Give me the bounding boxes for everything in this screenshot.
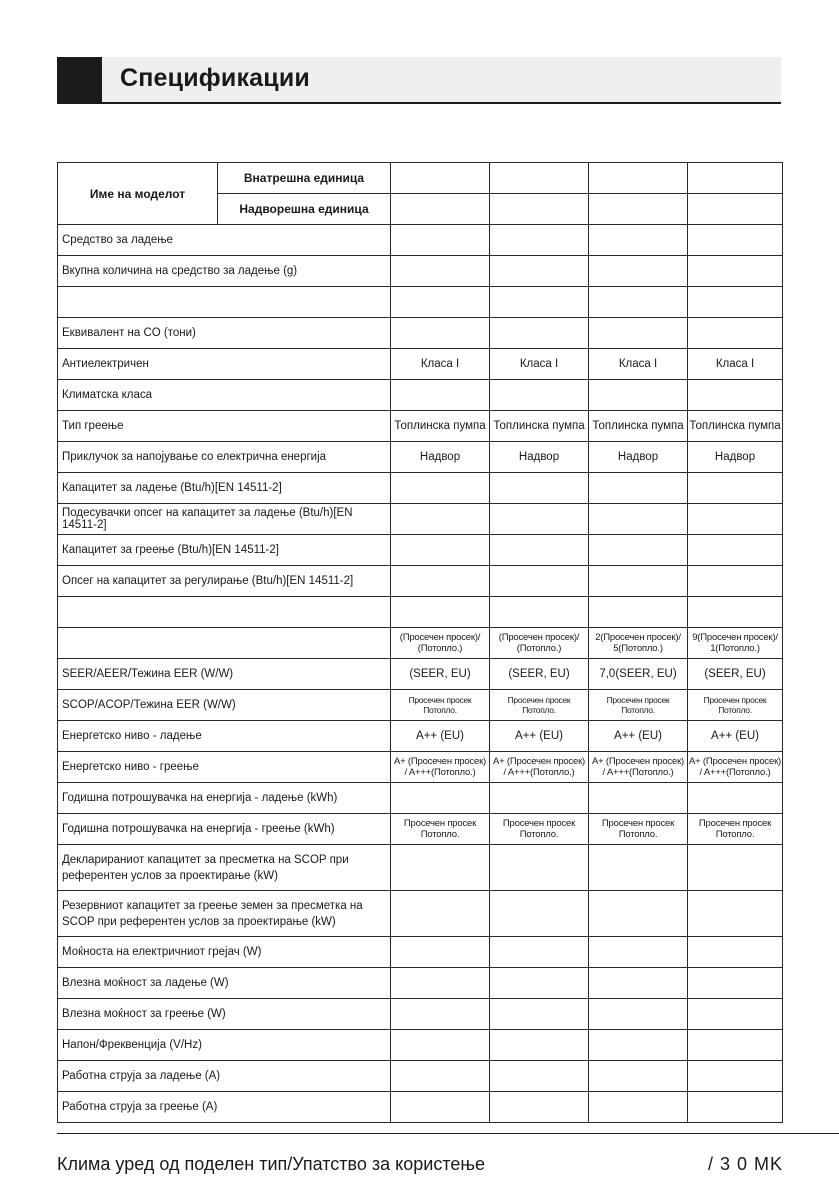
spec-value — [688, 535, 783, 566]
spec-value — [490, 1092, 589, 1123]
spec-value — [391, 1030, 490, 1061]
spec-value: A++ (EU) — [490, 721, 589, 752]
spec-value — [391, 1092, 490, 1123]
spec-label — [58, 628, 391, 659]
spec-value: Надвор — [589, 442, 688, 473]
spec-value — [688, 783, 783, 814]
spec-label — [58, 287, 391, 318]
outdoor-unit-header: Надворешна единица — [218, 194, 391, 225]
spec-value — [490, 504, 589, 535]
spec-value: Просечен просек Потопло. — [391, 814, 490, 845]
spec-value — [589, 1061, 688, 1092]
spec-value: A+ (Просечен просек) / A+++(Потопло.) — [490, 752, 589, 783]
spec-label: Годишна потрошувачка на енергија - ладење (kWh) — [58, 783, 391, 814]
spec-value — [490, 1030, 589, 1061]
spec-value: (Просечен просек)/ (Потопло.) — [391, 628, 490, 659]
spec-value — [490, 256, 589, 287]
spec-value — [589, 937, 688, 968]
table-row — [58, 287, 783, 318]
spec-value — [688, 287, 783, 318]
spec-value — [490, 845, 589, 891]
table-row — [58, 628, 783, 659]
spec-label: Подесувачки опсег на капацитет за ладење (Btu/h)[EN 14511-2] — [58, 504, 391, 535]
spec-value: (Просечен просек)/ (Потопло.) — [490, 628, 589, 659]
spec-value — [391, 937, 490, 968]
table-header-row-indoor — [58, 163, 783, 194]
spec-value — [391, 380, 490, 411]
table-row — [58, 380, 783, 411]
spec-value: Просечен просек Потопло. — [688, 690, 783, 721]
footer-divider — [57, 1133, 839, 1134]
spec-value — [589, 597, 688, 628]
indoor-model-cell — [391, 163, 490, 194]
table-row — [58, 535, 783, 566]
footer-manual-title: Клима уред од поделен тип/Упатство за користење — [57, 1154, 486, 1174]
spec-value — [589, 225, 688, 256]
spec-value: (SEER, EU) — [490, 659, 589, 690]
spec-value: Просечен просек Потопло. — [589, 690, 688, 721]
spec-value — [391, 504, 490, 535]
spec-value: Просечен просек Потопло. — [391, 690, 490, 721]
spec-value — [490, 597, 589, 628]
page-header — [57, 57, 781, 104]
spec-label: Климатска класа — [58, 380, 391, 411]
spec-value — [589, 1092, 688, 1123]
spec-value — [490, 783, 589, 814]
spec-label: Антиелектричен — [58, 349, 391, 380]
spec-value — [589, 318, 688, 349]
spec-value — [589, 287, 688, 318]
table-row — [58, 1061, 783, 1092]
spec-value: (SEER, EU) — [688, 659, 783, 690]
spec-value: Топлинска пумпа — [391, 411, 490, 442]
table-row — [58, 1030, 783, 1061]
spec-value: (SEER, EU) — [391, 659, 490, 690]
spec-value — [490, 318, 589, 349]
spec-value — [391, 891, 490, 937]
spec-label: Енергетско ниво - греење — [58, 752, 391, 783]
table-row — [58, 891, 783, 937]
spec-value — [589, 968, 688, 999]
spec-value: A+ (Просечен просек) / A+++(Потопло.) — [589, 752, 688, 783]
outdoor-model-cell — [589, 194, 688, 225]
spec-value: Просечен просек Потопло. — [490, 814, 589, 845]
table-row — [58, 999, 783, 1030]
spec-value — [589, 504, 688, 535]
table-row — [58, 659, 783, 690]
spec-value — [490, 937, 589, 968]
page-title: Спецификации — [120, 64, 310, 92]
spec-value: A+ (Просечен просек) / A+++(Потопло.) — [391, 752, 490, 783]
spec-value: 2(Просечен просек)/ 5(Потопло.) — [589, 628, 688, 659]
spec-value — [391, 535, 490, 566]
indoor-model-cell — [589, 163, 688, 194]
model-name-header: Име на моделот — [58, 163, 218, 225]
table-row — [58, 473, 783, 504]
spec-value — [490, 891, 589, 937]
spec-value — [391, 968, 490, 999]
spec-value — [589, 535, 688, 566]
footer-page-number: / 3 0 MK — [707, 1154, 783, 1174]
spec-value — [589, 566, 688, 597]
spec-value: Надвор — [688, 442, 783, 473]
spec-value — [391, 1061, 490, 1092]
spec-value: A++ (EU) — [589, 721, 688, 752]
spec-label: Работна струја за ладење (A) — [58, 1061, 391, 1092]
spec-value — [391, 597, 490, 628]
spec-label: Опсег на капацитет за регулирање (Btu/h)[EN 14511-2] — [58, 566, 391, 597]
spec-value — [391, 287, 490, 318]
spec-label: Енергетско ниво - ладење — [58, 721, 391, 752]
spec-value — [490, 566, 589, 597]
outdoor-model-cell — [688, 194, 783, 225]
indoor-unit-header: Внатрешна единица — [218, 163, 391, 194]
table-row — [58, 1092, 783, 1123]
spec-value — [589, 256, 688, 287]
spec-value — [688, 597, 783, 628]
spec-value — [589, 783, 688, 814]
table-row — [58, 504, 783, 535]
table-row — [58, 721, 783, 752]
table-row — [58, 256, 783, 287]
table-row — [58, 845, 783, 891]
table-row — [58, 752, 783, 783]
spec-value — [490, 1061, 589, 1092]
spec-value: Просечен просек Потопло. — [688, 814, 783, 845]
spec-value: Просечен просек Потопло. — [589, 814, 688, 845]
spec-value — [391, 256, 490, 287]
spec-value — [490, 999, 589, 1030]
table-row — [58, 411, 783, 442]
spec-value — [688, 968, 783, 999]
spec-label: SCOP/ACOP/Тежина EER (W/W) — [58, 690, 391, 721]
spec-label — [58, 597, 391, 628]
spec-value: Класа I — [688, 349, 783, 380]
spec-value — [688, 473, 783, 504]
spec-label: Средство за ладење — [58, 225, 391, 256]
table-row — [58, 349, 783, 380]
outdoor-model-cell — [391, 194, 490, 225]
spec-value — [490, 473, 589, 504]
spec-value — [589, 845, 688, 891]
spec-label: Влезна моќност за ладење (W) — [58, 968, 391, 999]
spec-value — [688, 318, 783, 349]
spec-value — [589, 891, 688, 937]
spec-label: Капацитет за ладење (Btu/h)[EN 14511-2] — [58, 473, 391, 504]
spec-value: Класа I — [589, 349, 688, 380]
header-block — [57, 57, 102, 102]
spec-value: A++ (EU) — [688, 721, 783, 752]
table-row — [58, 783, 783, 814]
table-row — [58, 442, 783, 473]
spec-value — [391, 318, 490, 349]
spec-value — [589, 473, 688, 504]
spec-label: Капацитет за греење (Btu/h)[EN 14511-2] — [58, 535, 391, 566]
spec-label: Декларираниот капацитет за пресметка на SCOP при референтен услов за проектирање (kW) — [58, 845, 391, 891]
spec-value — [490, 380, 589, 411]
spec-value — [688, 1030, 783, 1061]
spec-value — [490, 968, 589, 999]
table-row — [58, 690, 783, 721]
spec-label: Влезна моќност за греење (W) — [58, 999, 391, 1030]
spec-value — [688, 891, 783, 937]
outdoor-model-cell — [490, 194, 589, 225]
spec-value: 9(Просечен просек)/ 1(Потопло.) — [688, 628, 783, 659]
spec-value: Топлинска пумпа — [589, 411, 688, 442]
indoor-model-cell — [688, 163, 783, 194]
spec-label: SEER/AEER/Тежина EER (W/W) — [58, 659, 391, 690]
spec-label: Годишна потрошувачка на енергија - греење (kWh) — [58, 814, 391, 845]
spec-value — [688, 566, 783, 597]
spec-value — [589, 1030, 688, 1061]
spec-label: Резервниот капацитет за греење земен за пресметка на SCOP при референтен услов за проектирање (kW) — [58, 891, 391, 937]
spec-value — [391, 473, 490, 504]
spec-value — [688, 1092, 783, 1123]
spec-value: Топлинска пумпа — [688, 411, 783, 442]
spec-value — [490, 287, 589, 318]
spec-label: Напон/Фреквенција (V/Hz) — [58, 1030, 391, 1061]
table-row — [58, 937, 783, 968]
spec-value: Класа I — [490, 349, 589, 380]
spec-value: Просечен просек Потопло. — [490, 690, 589, 721]
spec-value — [391, 999, 490, 1030]
table-row — [58, 225, 783, 256]
spec-value — [688, 504, 783, 535]
table-row — [58, 318, 783, 349]
spec-value — [688, 999, 783, 1030]
spec-value — [391, 845, 490, 891]
spec-value — [688, 225, 783, 256]
spec-value — [490, 225, 589, 256]
spec-value — [589, 999, 688, 1030]
spec-label: Работна струја за греење (A) — [58, 1092, 391, 1123]
spec-value: A+ (Просечен просек) / A+++(Потопло.) — [688, 752, 783, 783]
spec-value — [391, 566, 490, 597]
spec-value: Класа I — [391, 349, 490, 380]
spec-label: Еквивалент на CO (тони) — [58, 318, 391, 349]
spec-value: A++ (EU) — [391, 721, 490, 752]
table-row — [58, 814, 783, 845]
table-row — [58, 597, 783, 628]
indoor-model-cell — [490, 163, 589, 194]
spec-value — [688, 256, 783, 287]
spec-value — [688, 845, 783, 891]
table-row — [58, 968, 783, 999]
spec-value: Надвор — [391, 442, 490, 473]
spec-value — [490, 535, 589, 566]
spec-value — [688, 1061, 783, 1092]
spec-value — [391, 783, 490, 814]
spec-label: Моќноста на електричниот грејач (W) — [58, 937, 391, 968]
spec-value: Топлинска пумпа — [490, 411, 589, 442]
table-row — [58, 566, 783, 597]
spec-label: Вкупна количина на средство за ладење (g) — [58, 256, 391, 287]
spec-value — [391, 225, 490, 256]
spec-value — [688, 937, 783, 968]
spec-value — [688, 380, 783, 411]
spec-label: Тип греење — [58, 411, 391, 442]
spec-label: Приклучок за напојување со електрична енергија — [58, 442, 391, 473]
spec-value: 7,0(SEER, EU) — [589, 659, 688, 690]
spec-value: Надвор — [490, 442, 589, 473]
spec-value — [589, 380, 688, 411]
spec-table — [57, 162, 783, 1123]
